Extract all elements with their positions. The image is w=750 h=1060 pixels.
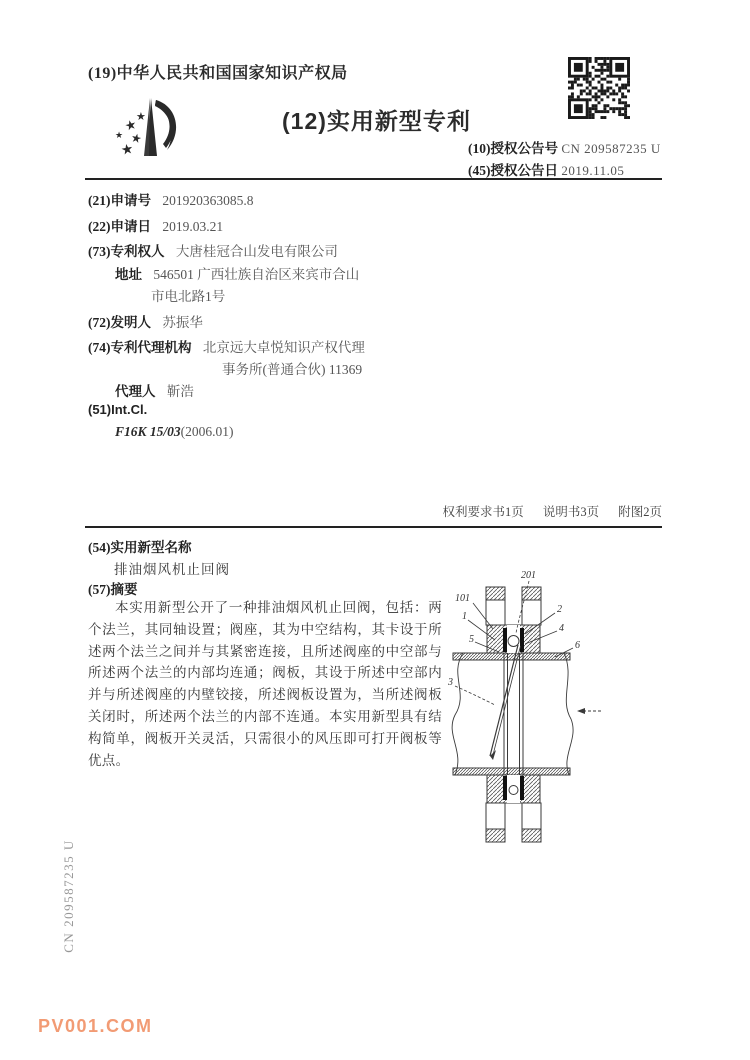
application-date-label: (22)申请日 xyxy=(88,219,151,234)
agency-value-1: 北京远大卓悦知识产权代理 xyxy=(202,340,365,355)
agent-value: 靳浩 xyxy=(166,384,194,399)
figure-label-6: 6 xyxy=(575,640,580,651)
svg-text:★: ★ xyxy=(123,116,139,134)
abstract-section-label: (57)摘要 xyxy=(88,582,138,597)
agency-line-2 xyxy=(222,358,362,378)
description-pages: 说明书3页 xyxy=(542,505,600,519)
publication-number-label: (10)授权公告号 xyxy=(468,141,558,156)
intcl-value-line xyxy=(115,424,234,440)
cnipa-logo xyxy=(103,92,197,180)
invention-title: 排油烟风机止回阀 xyxy=(114,562,230,577)
logo-star: ★ xyxy=(136,111,146,123)
watermark-brand: PV001.COM xyxy=(38,1016,153,1036)
intcl-class: F16K 15/03 xyxy=(115,424,181,439)
publication-date-label: (45)授权公告日 xyxy=(468,163,558,178)
publication-date-value: 2019.11.05 xyxy=(561,163,625,178)
inventor-value: 苏振华 xyxy=(162,315,203,330)
address-value-2: 市电北路1号 xyxy=(151,289,226,304)
figure-label-101: 101 xyxy=(455,593,470,604)
section-divider xyxy=(85,526,662,528)
agent-line xyxy=(115,380,194,400)
header-divider xyxy=(85,178,662,180)
application-date-value: 2019.03.21 xyxy=(162,219,224,234)
application-date-line xyxy=(88,215,223,235)
patentee-value: 大唐桂冠合山发电有限公司 xyxy=(175,244,338,259)
drawings-pages: 附图2页 xyxy=(618,505,662,519)
claims-pages: 权利要求书1页 xyxy=(442,505,524,519)
patentee-label: (73)专利权人 xyxy=(88,244,165,259)
figure-label-2: 2 xyxy=(557,604,562,615)
address-line-1 xyxy=(115,263,359,283)
agency-value-2: 事务所(普通合伙) 11369 xyxy=(222,362,363,377)
application-number-label: (21)申请号 xyxy=(88,193,151,208)
publication-number-value: CN 209587235 U xyxy=(561,141,661,156)
address-value-1: 546501 广西壮族自治区来宾市合山 xyxy=(153,267,360,282)
intcl-version: (2006.01) xyxy=(180,424,234,439)
svg-text:★: ★ xyxy=(129,130,144,147)
patent-office-name: (19)中华人民共和国国家知识产权局 xyxy=(88,65,348,82)
application-number-line xyxy=(88,189,254,209)
figure-label-3: 3 xyxy=(448,677,453,688)
address-line-2 xyxy=(151,285,225,305)
document-type-title: (12)实用新型专利 xyxy=(282,108,471,134)
patentee-line xyxy=(88,240,338,260)
figure-label-4: 4 xyxy=(559,623,564,634)
inventor-line xyxy=(88,311,203,331)
application-number-value: 201920363085.8 xyxy=(162,193,254,208)
abstract-text: 本实用新型公开了一种排油烟风机止回阀，包括：两个法兰，其同轴设置；阀座，其为中空结构，其卡设于所述两个法兰之间并与其紧密连接，且所述阀座的中空部与所述两个法兰的内部均连通；阀板，其设于所述中空部内并与所述阀座的内壁铰接，所述阀板设置为，当所述阀板关闭时，所述两个法兰的内部不连通。本实用新型具有结构简单，阀板开关灵活，只需很小的风压即可打开阀板等优点。 xyxy=(88,600,442,768)
valve-cross-section xyxy=(452,581,601,842)
side-publication-code: CN 209587235 U xyxy=(61,839,76,953)
patent-figure xyxy=(433,553,677,853)
publication-date-line xyxy=(468,159,624,179)
pages-summary xyxy=(426,502,662,520)
intcl-line xyxy=(88,402,147,418)
figure-label-201: 201 xyxy=(521,570,536,581)
address-label: 地址 xyxy=(115,267,142,282)
figure-label-1: 1 xyxy=(462,611,467,622)
inventor-label: (72)发明人 xyxy=(88,315,151,330)
agent-label: 代理人 xyxy=(115,384,156,399)
svg-text:★: ★ xyxy=(115,130,124,140)
publication-number-line xyxy=(468,137,661,157)
flow-direction-arrow xyxy=(577,708,601,714)
agency-line-1 xyxy=(88,336,365,356)
title-section-label: (54)实用新型名称 xyxy=(88,540,192,555)
qr-code xyxy=(568,57,630,119)
intcl-label: (51)Int.Cl. xyxy=(88,402,148,417)
svg-text:★: ★ xyxy=(119,141,135,159)
agency-label: (74)专利代理机构 xyxy=(88,340,192,355)
figure-label-5: 5 xyxy=(469,634,474,645)
